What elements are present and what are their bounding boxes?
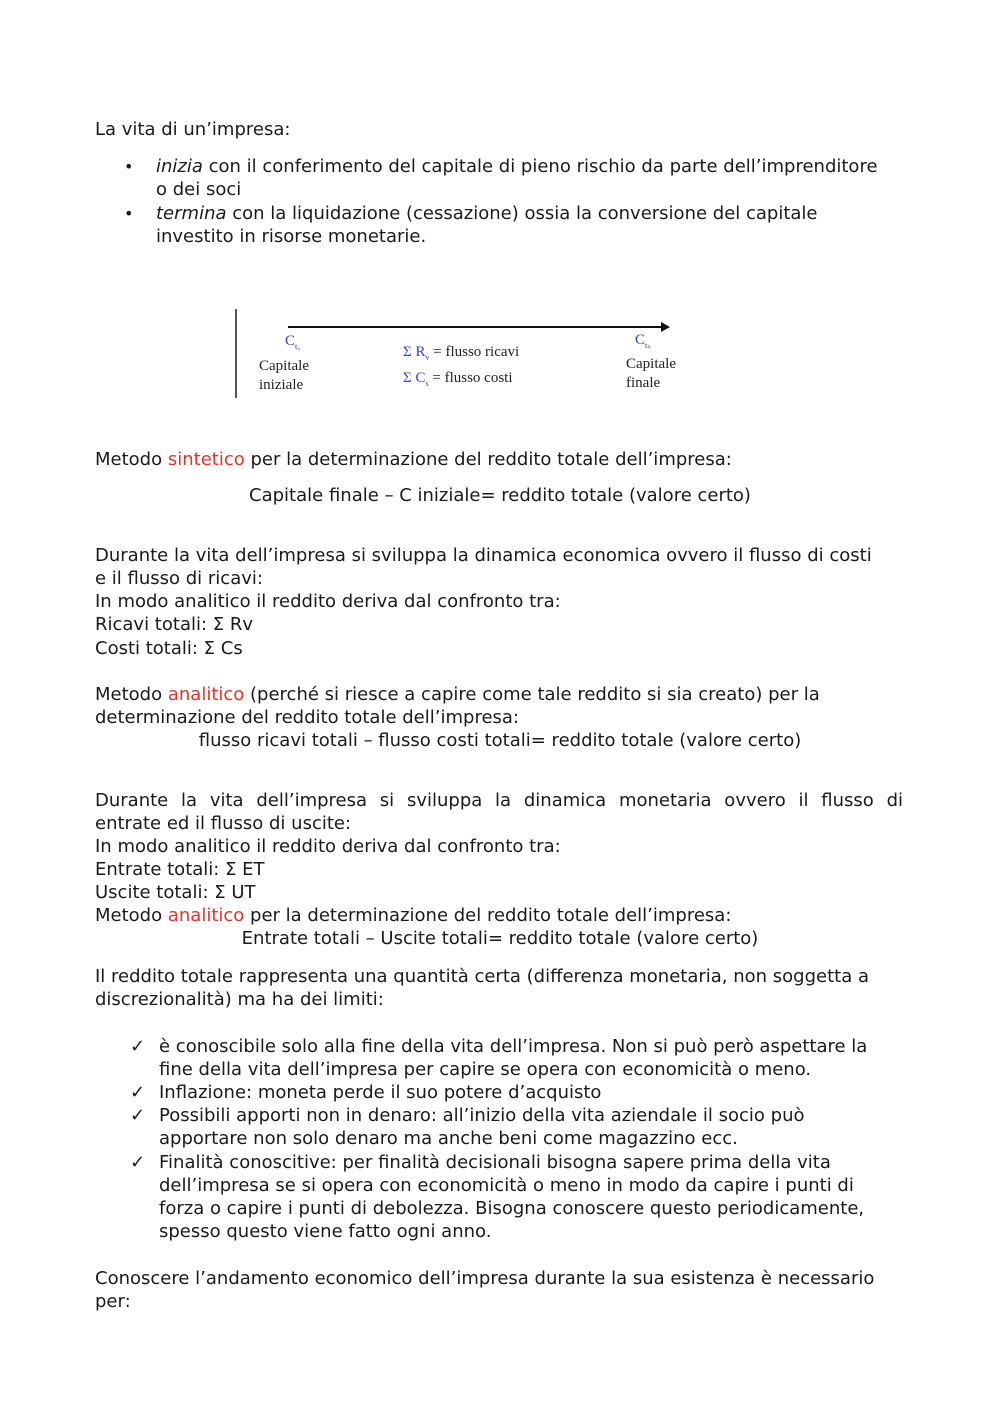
economica-line-5: Costi totali: Σ Cs bbox=[95, 638, 243, 659]
highlight-word: analitico bbox=[167, 905, 245, 926]
revenue-flow bbox=[403, 343, 519, 367]
monetaria-line-4: Entrate totali: Σ ET bbox=[95, 859, 265, 880]
right-label-1: Capitale bbox=[626, 356, 676, 372]
symbol: Σ R bbox=[403, 344, 426, 360]
monetaria-line-2: entrate ed il flusso di uscite: bbox=[95, 813, 352, 834]
limiti-item-4-line-3: forza o capire i punti di debolezza. Bisogna conoscere questo periodicamente, bbox=[159, 1198, 865, 1219]
capital-end-symbol bbox=[635, 331, 651, 355]
economica-line-3: In modo analitico il reddito deriva dal confronto tra: bbox=[95, 591, 561, 612]
limiti-item-3-line-2: apportare non solo denaro ma anche beni come magazzino ecc. bbox=[159, 1128, 738, 1149]
bullet-dot: • bbox=[124, 157, 134, 176]
monetaria-line-3: In modo analitico il reddito deriva dal confronto tra: bbox=[95, 836, 561, 857]
limiti-item-3-line-1: Possibili apporti non in denaro: all’inizio della vita aziendale il socio può bbox=[159, 1105, 805, 1126]
text: Metodo bbox=[95, 449, 168, 470]
subscript: s bbox=[425, 379, 429, 388]
sintetico-formula: Capitale finale – C iniziale= reddito totale (valore certo) bbox=[249, 485, 751, 506]
sintetico-heading bbox=[95, 448, 732, 471]
limiti-item-4-line-2: dell’impresa se si opera con economicità o meno in modo da capire i punti di bbox=[159, 1175, 854, 1196]
subscript: tₙ bbox=[645, 341, 651, 350]
timeline-arrow bbox=[288, 326, 664, 328]
limiti-item-4-line-4: spesso questo viene fatto ogni anno. bbox=[159, 1221, 492, 1242]
italic-term: termina bbox=[156, 203, 227, 224]
limiti-item-1-line-1: è conoscibile solo alla fine della vita dell’impresa. Non si può però aspettare la bbox=[159, 1036, 868, 1057]
limiti-line-2: discrezionalità) ma ha dei limiti: bbox=[95, 989, 384, 1010]
monetaria-line-1: Durante la vita dell’impresa si sviluppa la dinamica monetaria ovvero il flusso di bbox=[95, 790, 903, 811]
limiti-item-2: Inflazione: moneta perde il suo potere d’acquisto bbox=[159, 1082, 602, 1103]
intro-bullet-1-line-1 bbox=[156, 155, 878, 178]
intro-bullet-2-line-2: investito in risorse monetarie. bbox=[156, 226, 427, 247]
capital-flow-diagram bbox=[232, 305, 692, 405]
monetaria-line-5: Uscite totali: Σ UT bbox=[95, 882, 256, 903]
limiti-line-1: Il reddito totale rappresenta una quantità certa (differenza monetaria, non soggetta a bbox=[95, 966, 869, 987]
text: Metodo bbox=[95, 905, 168, 926]
analitico1-line-2: determinazione del reddito totale dell’impresa: bbox=[95, 707, 519, 728]
left-label-1: Capitale bbox=[259, 358, 309, 374]
subscript: t₀ bbox=[295, 342, 301, 351]
checkmark-icon: ✓ bbox=[130, 1082, 146, 1103]
economica-line-1: Durante la vita dell’impresa si sviluppa la dinamica economica ovvero il flusso di costi bbox=[95, 545, 872, 566]
bullet-dot: • bbox=[124, 204, 134, 223]
flow-text: = flusso ricavi bbox=[429, 344, 520, 360]
subscript: v bbox=[425, 353, 430, 362]
symbol: C bbox=[285, 333, 296, 349]
analitico1-formula: flusso ricavi totali – flusso costi totali= reddito totale (valore certo) bbox=[198, 730, 802, 751]
checkmark-icon: ✓ bbox=[130, 1105, 146, 1126]
limiti-item-4-line-1: Finalità conoscitive: per finalità decisionali bisogna sapere prima della vita bbox=[159, 1152, 831, 1173]
cost-flow bbox=[403, 369, 513, 393]
monetaria-heading bbox=[95, 904, 731, 927]
diagram-left-bar bbox=[235, 309, 237, 398]
checkmark-icon: ✓ bbox=[130, 1036, 146, 1057]
symbol: Σ C bbox=[403, 370, 426, 386]
text: Metodo bbox=[95, 684, 168, 705]
highlight-word: analitico bbox=[167, 684, 245, 705]
analitico1-heading bbox=[95, 683, 820, 706]
flow-text: = flusso costi bbox=[428, 370, 513, 386]
left-label-2: iniziale bbox=[259, 377, 304, 393]
text: per la determinazione del reddito totale dell’impresa: bbox=[244, 449, 732, 470]
bullet-text: con la liquidazione (cessazione) ossia la conversione del capitale bbox=[226, 203, 818, 224]
text: (perché si riesce a capire come tale reddito si sia creato) per la bbox=[244, 684, 820, 705]
conclusione-line-1: Conoscere l’andamento economico dell’impresa durante la sua esistenza è necessario bbox=[95, 1268, 875, 1289]
economica-line-2: e il flusso di ricavi: bbox=[95, 568, 263, 589]
capital-start-symbol bbox=[285, 332, 300, 356]
bullet-text: con il conferimento del capitale di pieno rischio da parte dell’imprenditore bbox=[202, 156, 878, 177]
text: per la determinazione del reddito totale dell’impresa: bbox=[244, 905, 732, 926]
italic-term: inizia bbox=[156, 156, 203, 177]
conclusione-line-2: per: bbox=[95, 1291, 131, 1312]
monetaria-formula: Entrate totali – Uscite totali= reddito totale (valore certo) bbox=[241, 928, 759, 949]
highlight-word: sintetico bbox=[167, 449, 245, 470]
symbol: C bbox=[635, 332, 646, 348]
right-label-2: finale bbox=[626, 375, 661, 391]
checkmark-icon: ✓ bbox=[130, 1152, 146, 1173]
intro-heading: La vita di un’impresa: bbox=[95, 119, 291, 140]
intro-bullet-2-line-1 bbox=[156, 202, 818, 225]
intro-bullet-1-line-2: o dei soci bbox=[156, 179, 242, 200]
economica-line-4: Ricavi totali: Σ Rv bbox=[95, 614, 254, 635]
limiti-item-1-line-2: fine della vita dell’impresa per capire se opera con economicità o meno. bbox=[159, 1059, 812, 1080]
arrow-head-icon bbox=[661, 322, 670, 332]
